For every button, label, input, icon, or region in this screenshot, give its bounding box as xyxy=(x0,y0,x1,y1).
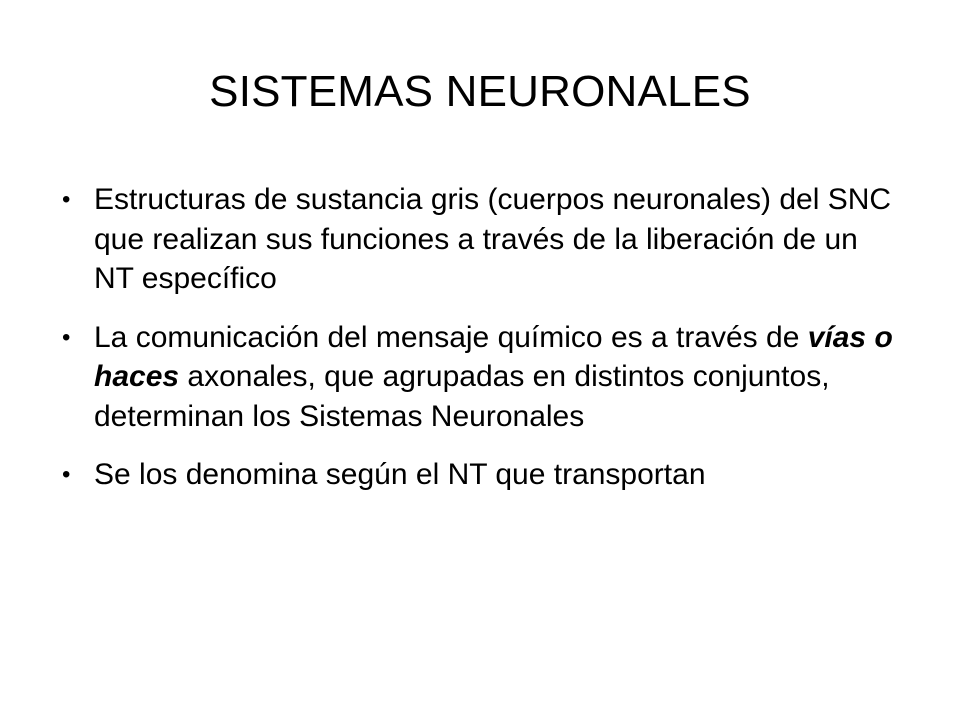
bullet-item-structures xyxy=(62,180,902,299)
bullet-text-after: axonales, que agrupadas en distintos conjuntos, determinan los Sistemas Neuronales xyxy=(94,360,830,433)
bullet-icon: • xyxy=(62,186,71,213)
bullet-text xyxy=(94,318,902,437)
bullet-text: Se los denomina según el NT que transportan xyxy=(94,458,706,491)
bullet-text: Estructuras de sustancia gris (cuerpos neuronales) del SNC que realizan sus funciones a través de la liberación de un NT específico xyxy=(94,183,892,295)
slide-title: SISTEMAS NEURONALES xyxy=(209,67,751,116)
bullet-emphasis: vías o haces xyxy=(94,320,893,393)
bullet-list xyxy=(62,180,902,514)
bullet-item-communication xyxy=(62,318,902,437)
bullet-text-before: La comunicación del mensaje químico es a través de xyxy=(94,320,808,354)
bullet-icon: • xyxy=(62,461,71,488)
bullet-icon: • xyxy=(62,323,71,351)
bullet-item-naming xyxy=(62,455,902,495)
